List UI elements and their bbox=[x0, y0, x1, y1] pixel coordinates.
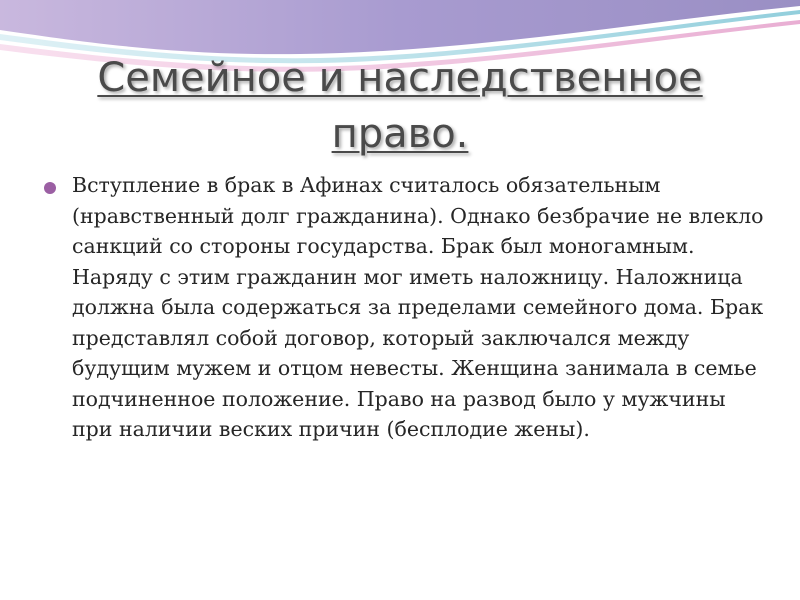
bullet-item bbox=[44, 170, 764, 445]
slide-content bbox=[44, 170, 764, 445]
bullet-text: Вступление в брак в Афинах считалось обязательным (нравственный долг гражданина). Однако безбрачие не влекло санкций со стороны государства. Брак был моногамным. Наряду с этим гражданин мог иметь наложницу. Наложница должна была содержаться за пределами семейного дома. Брак представлял собой договор, который заключался между будущим мужем и отцом невесты. Женщина занимала в семье подчиненное положение. Право на развод было у мужчины при наличии веских причин (бесплодие жены). bbox=[72, 173, 764, 441]
slide-title: Семейное и наследственное право. bbox=[97, 55, 703, 157]
bullet-dot-icon bbox=[44, 182, 56, 194]
